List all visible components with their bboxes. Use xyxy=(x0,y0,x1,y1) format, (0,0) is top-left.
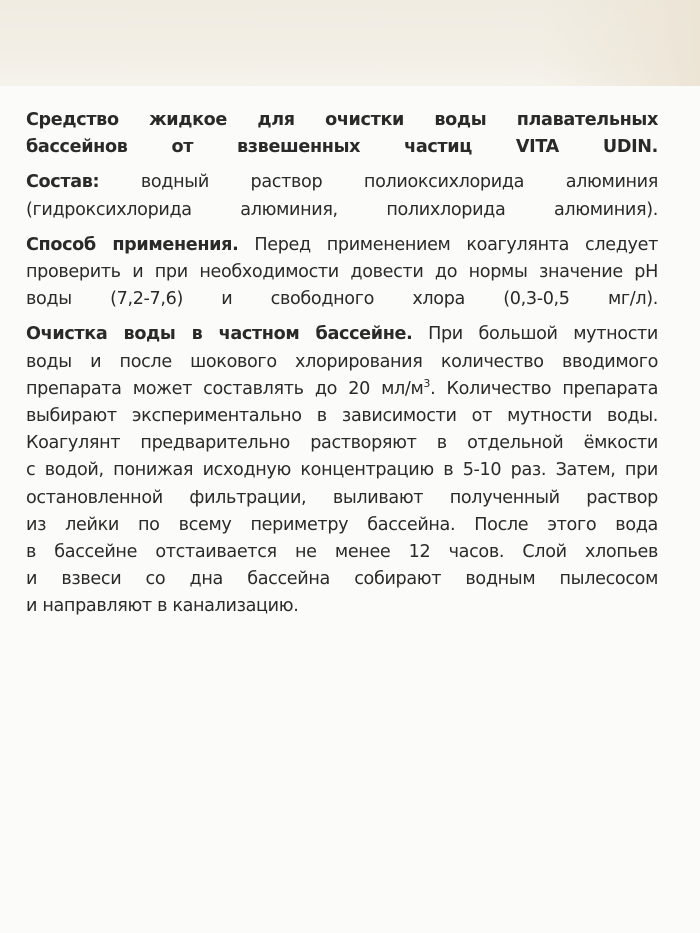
private-pool-line-2: воды и после шокового хлорирования количество вводимого xyxy=(26,351,658,372)
usage-text-1: Перед применением коагулянта следует xyxy=(254,234,658,255)
composition-line-2: (гидроксихлорида алюминия, полихлорида алюминия). xyxy=(26,199,658,220)
usage-line-2: проверить и при необходимости довести до нормы значение рН xyxy=(26,262,658,283)
composition-line-1 xyxy=(26,169,658,196)
private-pool-line-11: и направляют в канализацию. xyxy=(26,596,299,617)
background-top xyxy=(0,0,700,86)
composition-heading: Состав: xyxy=(26,172,100,193)
product-title-line-1: Средство жидкое для очистки воды плавательных xyxy=(26,110,658,130)
private-pool-text-3a: препарата может составлять до 20 мл/м xyxy=(26,378,424,399)
composition-section xyxy=(26,169,658,223)
usage-section xyxy=(26,232,658,314)
product-title xyxy=(26,107,658,161)
label-text xyxy=(26,107,658,629)
usage-heading: Способ применения. xyxy=(26,234,239,255)
private-pool-line-7: остановленной фильтрации, выливают полученный раствор xyxy=(26,487,658,508)
product-title-line-2: бассейнов от взвешенных частиц VITA UDIN. xyxy=(26,137,658,158)
cubic-superscript: 3 xyxy=(423,376,431,390)
usage-line-3: воды (7,2-7,6) и свободного хлора (0,3-0,5 мг/л). xyxy=(26,289,658,310)
private-pool-line-6: с водой, понижая исходную концентрацию в 5-10 раз. Затем, при xyxy=(26,460,658,481)
private-pool-line-5: Коагулянт предварительно растворяют в отдельной ёмкости xyxy=(26,433,658,454)
private-pool-text-1: При большой мутности xyxy=(428,324,658,345)
private-pool-line-3 xyxy=(26,376,658,403)
composition-text-1: водный раствор полиоксихлорида алюминия xyxy=(140,172,658,193)
private-pool-text-3b: . Количество препарата xyxy=(430,378,658,399)
usage-line-1 xyxy=(26,232,658,259)
private-pool-line-9: в бассейне отстаивается не менее 12 часов. Слой хлопьев xyxy=(26,542,658,563)
private-pool-line-10: и взвеси со дна бассейна собирают водным пылесосом xyxy=(26,569,658,590)
private-pool-line-1 xyxy=(26,321,658,348)
private-pool-heading: Очистка воды в частном бассейне. xyxy=(26,324,413,345)
private-pool-line-8: из лейки по всему периметру бассейна. После этого вода xyxy=(26,514,658,535)
private-pool-line-4: выбирают экспериментально в зависимости от мутности воды. xyxy=(26,406,658,427)
private-pool-section xyxy=(26,321,658,620)
